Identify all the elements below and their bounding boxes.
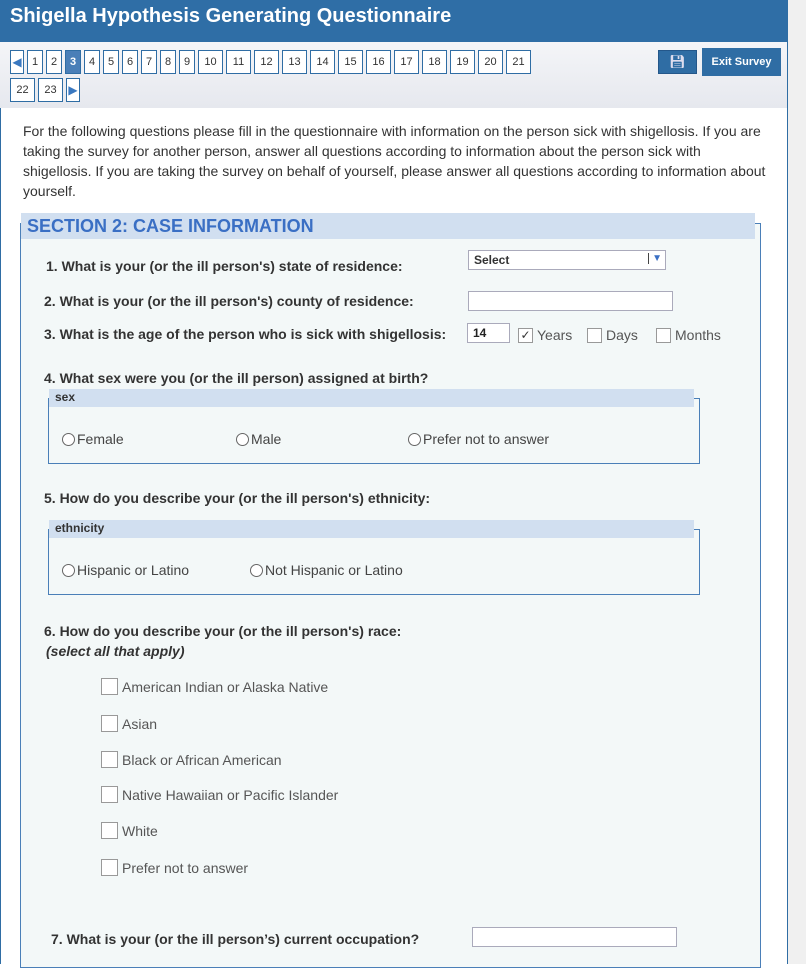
race-checkbox[interactable] <box>101 822 158 839</box>
page-23-button[interactable]: 23 <box>38 78 63 102</box>
checkmark-icon: ✓ <box>518 328 533 343</box>
page-5-button[interactable]: 5 <box>103 50 119 74</box>
state-select-value: Select <box>474 253 510 267</box>
checkbox-box <box>656 328 671 343</box>
race-checkbox[interactable] <box>101 678 328 695</box>
checkbox-box <box>101 715 118 732</box>
page-9-button[interactable]: 9 <box>179 50 195 74</box>
page-13-button[interactable]: 13 <box>282 50 307 74</box>
page-18-button[interactable]: 18 <box>422 50 447 74</box>
race-option-label: White <box>122 822 158 839</box>
page-21-button[interactable]: 21 <box>506 50 531 74</box>
radio-circle <box>408 433 421 446</box>
race-checkbox[interactable] <box>101 751 282 768</box>
intro-text: For the following questions please fill in the questionnaire with information on the person sick with shigellosis. If you are taking the survey for another person, answer all questions according to information about the person sick with shigellosis. If you are taking the survey on behalf of yourself, please answer all questions according to information about yourself. <box>23 123 766 199</box>
checkbox-box <box>101 678 118 695</box>
q5-label: 5. How do you describe your (or the ill person's) ethnicity: <box>44 490 431 506</box>
race-option-label: Black or African American <box>122 751 282 768</box>
county-input[interactable] <box>468 291 673 311</box>
page-14-button[interactable]: 14 <box>310 50 335 74</box>
days-label: Days <box>606 327 638 343</box>
radio-not-hispanic[interactable] <box>250 562 403 578</box>
page-4-button[interactable]: 4 <box>84 50 100 74</box>
q4-label: 4. What sex were you (or the ill person) assigned at birth? <box>44 370 429 386</box>
occupation-input[interactable] <box>472 927 677 947</box>
radio-circle <box>62 433 75 446</box>
race-checkbox[interactable] <box>101 786 338 803</box>
chevron-down-icon: ▼ <box>648 253 662 264</box>
radio-label: Hispanic or Latino <box>77 562 190 578</box>
race-checkbox[interactable] <box>101 859 248 876</box>
page-10-button[interactable]: 10 <box>198 50 223 74</box>
page-20-button[interactable]: 20 <box>478 50 503 74</box>
prev-page-icon: ◀ <box>12 55 22 69</box>
section-title: SECTION 2: CASE INFORMATION <box>21 213 755 239</box>
save-button[interactable] <box>658 50 697 74</box>
ethnicity-group-label: ethnicity <box>49 520 694 538</box>
radio-circle <box>250 564 263 577</box>
checkbox-box <box>101 859 118 876</box>
state-select[interactable] <box>468 250 666 270</box>
months-checkbox[interactable] <box>656 327 721 343</box>
age-input[interactable]: 14 <box>467 323 510 343</box>
radio-circle <box>62 564 75 577</box>
exit-survey-button[interactable]: Exit Survey <box>702 48 781 76</box>
page-17-button[interactable]: 17 <box>394 50 419 74</box>
page-19-button[interactable]: 19 <box>450 50 475 74</box>
q1-label: 1. What is your (or the ill person's) state of residence: <box>46 258 403 274</box>
months-label: Months <box>675 327 721 343</box>
page-16-button[interactable]: 16 <box>366 50 391 74</box>
page-1-button[interactable]: 1 <box>27 50 43 74</box>
page-7-button[interactable]: 7 <box>141 50 157 74</box>
radio-label: Female <box>77 431 124 447</box>
floppy-disk-icon: 💾︎ <box>669 54 686 69</box>
checkbox-box <box>101 751 118 768</box>
race-option-label: American Indian or Alaska Native <box>122 678 329 695</box>
radio-female[interactable] <box>62 431 124 447</box>
sex-group-label: sex <box>49 389 694 407</box>
prev-page-button[interactable] <box>10 50 24 74</box>
years-label: Years <box>537 327 573 343</box>
race-option-label: Native Hawaiian or Pacific Islander <box>122 786 339 803</box>
page-3-button[interactable]: 3 <box>65 50 81 74</box>
page-15-button[interactable]: 15 <box>338 50 363 74</box>
q3-label: 3. What is the age of the person who is sick with shigellosis: <box>44 326 447 342</box>
page-2-button[interactable]: 2 <box>46 50 62 74</box>
checkbox-box <box>587 328 602 343</box>
radio-circle <box>236 433 249 446</box>
q2-label: 2. What is your (or the ill person's) county of residence: <box>44 293 414 309</box>
q7-label: 7. What is your (or the ill person’s) current occupation? <box>51 931 420 947</box>
page-12-button[interactable]: 12 <box>254 50 279 74</box>
q6-label: 6. How do you describe your (or the ill person's) race: <box>44 623 402 639</box>
race-option-label: Prefer not to answer <box>122 859 249 876</box>
page-title: Shigella Hypothesis Generating Questionnaire <box>0 0 787 42</box>
q6-hint: (select all that apply) <box>46 643 185 659</box>
radio-prefer-not[interactable] <box>408 431 549 447</box>
radio-label: Prefer not to answer <box>423 431 550 447</box>
page-8-button[interactable]: 8 <box>160 50 176 74</box>
race-checkbox[interactable] <box>101 715 157 732</box>
checkbox-box <box>101 786 118 803</box>
radio-label: Not Hispanic or Latino <box>265 562 403 578</box>
radio-label: Male <box>251 431 282 447</box>
radio-male[interactable] <box>236 431 281 447</box>
page-11-button[interactable]: 11 <box>226 50 251 74</box>
checkbox-box <box>101 822 118 839</box>
race-option-label: Asian <box>122 715 158 732</box>
page-22-button[interactable]: 22 <box>10 78 35 102</box>
days-checkbox[interactable] <box>587 327 638 343</box>
sex-group <box>48 398 700 464</box>
next-page-button[interactable] <box>66 78 80 102</box>
scrollbar[interactable] <box>788 0 806 964</box>
next-page-icon: ▶ <box>68 83 78 97</box>
years-checkbox[interactable] <box>518 327 572 343</box>
radio-hispanic[interactable] <box>62 562 189 578</box>
page-6-button[interactable]: 6 <box>122 50 138 74</box>
